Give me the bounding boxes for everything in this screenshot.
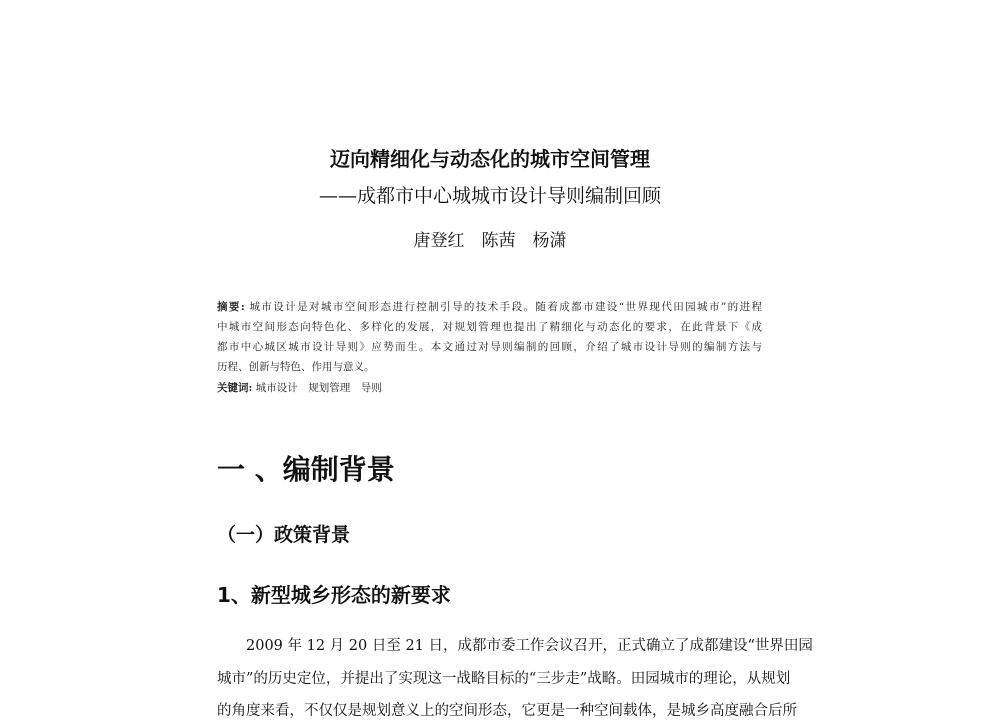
keywords-label: 关键词: [217, 382, 253, 394]
body-line: 城市”的历史定位，并提出了实现这一战略目标的“三步走”战略。田园城市的理论，从规划 [217, 671, 791, 687]
abstract-label: 摘要: [217, 301, 245, 313]
abstract-line: 都市中心城区城市设计导则》应势而生。本文通过对导则编制的回顾，介绍了城市设计导则的编制方法与 [217, 341, 762, 353]
document-title: 迈向精细化与动态化的城市空间管理 [330, 147, 650, 171]
authors: 唐登红 陈茜 杨潇 [413, 231, 567, 251]
body-line: 2009 年 12 月 20 日至 21 日，成都市委工作会议召开，正式确立了成都建设“世界田园 [217, 638, 813, 654]
abstract-line: 历程、创新与特色、作用与意义。 [217, 361, 375, 373]
section-heading: 一 、编制背景 [217, 453, 395, 486]
keywords [217, 380, 762, 395]
abstract-text: 城市设计是对城市空间形态进行控制引导的技术手段。随着成都市建设“世界现代田园城市”的进程 [249, 301, 763, 313]
subsection-heading: （一）政策背景 [217, 524, 351, 546]
keywords-value: 城市设计 规划管理 导则 [255, 382, 382, 394]
abstract-line [217, 299, 762, 314]
subsubsection-heading: 1、新型城乡形态的新要求 [217, 583, 451, 607]
abstract-line: 中城市空间形态向特色化、多样化的发展，对规划管理也提出了精细化与动态化的要求，在此背景下《成 [217, 321, 762, 333]
document-subtitle: ——成都市中心城城市设计导则编制回顾 [318, 185, 661, 207]
body-line: 的角度来看，不仅仅是规划意义上的空间形态，它更是一种空间载体，是城乡高度融合后所 [217, 703, 797, 719]
